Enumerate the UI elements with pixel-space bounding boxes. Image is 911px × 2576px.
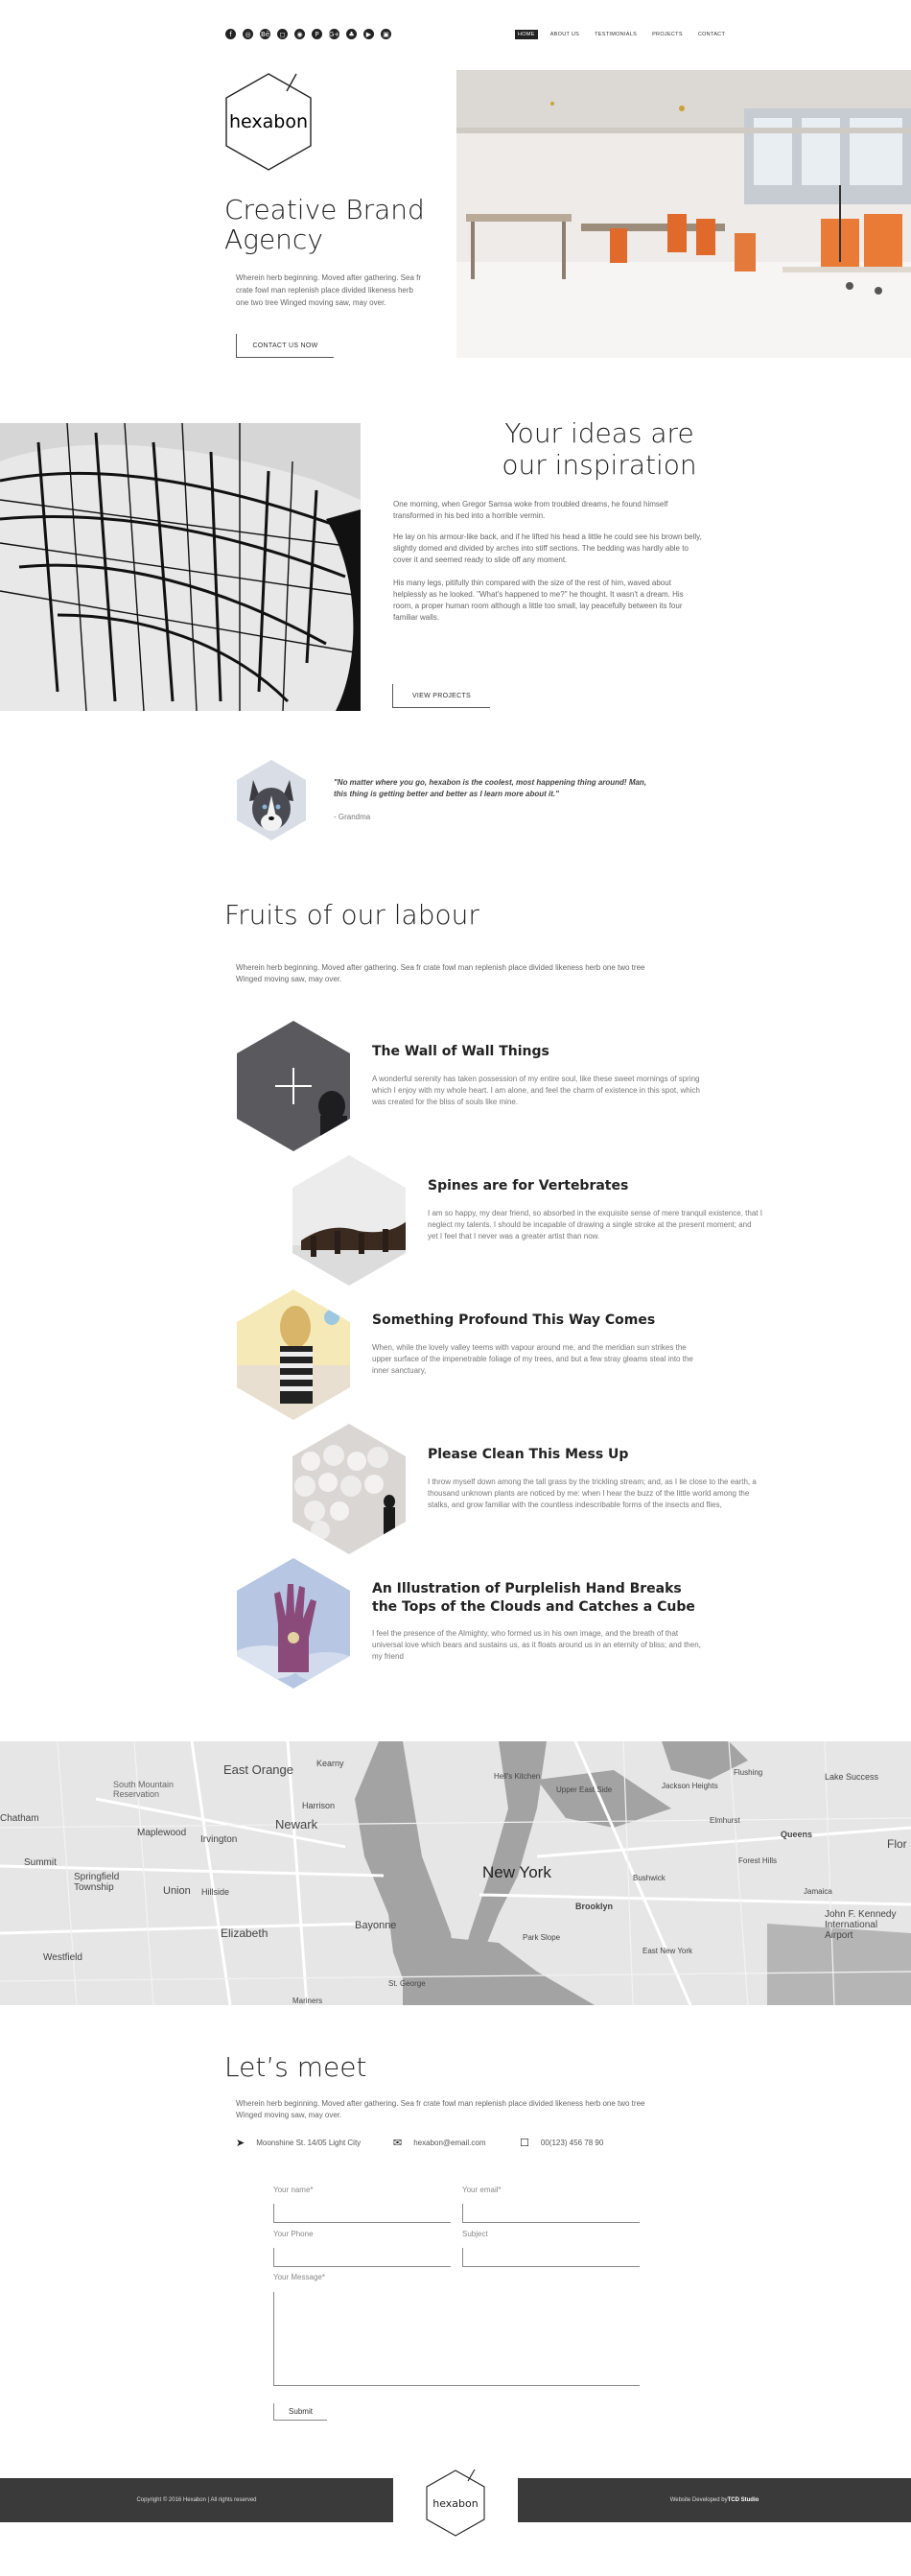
email-text[interactable]: hexabon@email.com [413, 2139, 486, 2147]
project-title[interactable]: Please Clean This Mess Up [428, 1447, 629, 1462]
logo-text: hexabon [228, 111, 309, 132]
map-label: Springfield Township [74, 1872, 120, 1893]
map-label: Harrison [302, 1801, 336, 1810]
project-description: I feel the presence of the Almighty, who formed us in his own image, and the breath of that universal love which bears and sustains us, as it floats around us in an eternity of bliss; and then, my friend [372, 1629, 701, 1661]
phone-input[interactable] [273, 2248, 451, 2267]
map-label: Park Slope [523, 1933, 561, 1942]
dragonfly-wing-image [0, 423, 361, 711]
pinterest-icon[interactable]: P [312, 29, 322, 39]
map-label: Newark [275, 1817, 318, 1832]
instagram-icon[interactable]: ◻ [277, 29, 288, 39]
subject-input[interactable] [462, 2248, 640, 2267]
email-label: Your email* [462, 2186, 502, 2194]
address-item [236, 2137, 361, 2149]
location-map[interactable] [0, 1741, 911, 2005]
hero-text: Wherein herb beginning. Moved after gathering. Sea fr crate fowl man replenish place divided likeness herb one two tree Winged moving saw, may over. [236, 273, 422, 307]
ideas-paragraph-3: His many legs, pitifully thin compared with the size of the rest of him, waved about helplessly as he looked. "What's happened to me?" he thought. It wasn't a dream. His room, a proper human room although a little too small, lay peacefully between its four familiar walls. [393, 579, 684, 622]
map-label: Chatham [0, 1813, 39, 1824]
hero-title [224, 195, 455, 254]
project-description: When, while the lovely valley teems with vapour around me, and the meridian sun strikes the upper surface of the impenetrable foliage of my trees, and but a few stray gleams steal into the inner sanctuary, [372, 1343, 693, 1375]
facebook-icon[interactable]: f [225, 29, 236, 39]
phone-label: Your Phone [273, 2230, 314, 2238]
map-label: Mariners [292, 1997, 323, 2005]
testimonial-quote: "No matter where you go, hexabon is the coolest, most happening thing around! Man, this thing is getting better and better as I learn more about it." [334, 778, 647, 798]
message-label: Your Message* [273, 2273, 325, 2281]
view-projects-button[interactable]: VIEW PROJECTS [392, 684, 490, 708]
address-text: Moonshine St. 14/05 Light City [256, 2139, 362, 2147]
phone-text[interactable]: 00(123) 456 78 90 [540, 2139, 604, 2147]
map-label: Westfield [43, 1952, 82, 1963]
developed-by-link[interactable]: TCD Studio [727, 2497, 759, 2503]
footer-right [518, 2478, 911, 2522]
nav-home[interactable]: HOME [515, 30, 538, 39]
map-label: Brooklyn [575, 1902, 614, 1911]
message-textarea[interactable] [273, 2292, 640, 2386]
map-label: Summit [24, 1857, 57, 1868]
chat-icon: ☐ [520, 2137, 529, 2149]
map-label: St. George [388, 1979, 426, 1988]
main-nav [515, 30, 728, 39]
ideas-paragraph-2: He lay on his armour-like back, and if he lifted his head a little he could see his brown belly, slightly domed and divided by arches into stiff sections. The bedding was hardly able to cover it and seemed ready to slide off any moment. [393, 532, 702, 564]
project-title[interactable]: Something Profound This Way Comes [372, 1312, 656, 1328]
footer-logo-text: hexabon [432, 2497, 479, 2510]
submit-button[interactable]: Submit [273, 2403, 327, 2421]
map-label: Hillside [201, 1887, 230, 1897]
nav-about-us[interactable]: ABOUT US [549, 32, 580, 37]
footer-hexabon-logo[interactable] [425, 2469, 486, 2538]
nav-testimonials[interactable]: TESTIMONIALS [595, 32, 638, 37]
map-label: Lake Success [825, 1772, 879, 1782]
copyright-text: Copyright © 2016 Hexabon | All rights reserved [136, 2497, 257, 2503]
name-input[interactable] [273, 2204, 451, 2223]
project-image-wall[interactable] [236, 1020, 351, 1152]
youtube-icon[interactable]: ▶ [363, 29, 374, 39]
map-label: Forest Hills [738, 1856, 778, 1865]
twitch-icon[interactable]: ▣ [381, 29, 391, 39]
map-label: Kearny [316, 1759, 344, 1768]
project-description: I am so happy, my dear friend, so absorbed in the exquisite sense of mere tranquil existence, that I neglect my talents. I should be incapable of drawing a single stroke at the present moment; and yet I feel that I never was a greater artist than now. [428, 1209, 762, 1241]
map-label: Bayonne [355, 1920, 397, 1931]
project-image-mess[interactable] [292, 1423, 407, 1555]
project-description: A wonderful serenity has taken possession of my entire soul, like these sweet mornings of spring which I enjoy with my whole heart. I am alone, and feel the charm of existence in this spot, which was created for the bliss of souls like mine. [372, 1075, 700, 1106]
email-input[interactable] [462, 2204, 640, 2223]
nav-contact[interactable]: CONTACT [697, 32, 726, 37]
name-label: Your name* [273, 2186, 314, 2194]
subject-label: Subject [462, 2230, 488, 2238]
developed-by-prefix: Website Developed by [669, 2497, 728, 2503]
project-description: I throw myself down among the tall grass by the trickling stream; and, as I lie close to the earth, a thousand unknown plants are noticed by me: when I hear the buzz of the little world among the stalks, and grow familiar with the countless indescribable forms of the insects and flies, [428, 1477, 757, 1509]
map-label: East New York [642, 1947, 693, 1955]
contact-us-button[interactable]: CONTACT US NOW [236, 334, 334, 358]
meet-intro: Wherein herb beginning. Moved after gathering. Sea fr crate fowl man replenish place divided likeness herb one two tree Winged moving saw, may over. [236, 2099, 645, 2119]
tripadvisor-icon[interactable]: ◎ [243, 29, 253, 39]
map-label: John F. Kennedy International Airport [825, 1909, 897, 1941]
nav-projects[interactable]: PROJECTS [652, 32, 683, 37]
map-label: Elizabeth [221, 1926, 269, 1940]
behance-icon[interactable]: Bē [260, 30, 270, 38]
project-title[interactable]: An Illustration of Purplelish Hand Breaks the Tops of the Clouds and Catches a Cube [372, 1581, 695, 1615]
ideas-title-line2: our inspiration [502, 449, 697, 481]
map-label: Jamaica [804, 1887, 832, 1896]
map-label: Flushing [734, 1768, 763, 1777]
map-label: Union [163, 1885, 191, 1897]
ideas-title [460, 417, 738, 481]
map-label: Queens [781, 1830, 813, 1839]
social-icons [225, 29, 391, 39]
google-plus-icon[interactable]: G+ [328, 30, 340, 38]
husky-avatar [236, 759, 307, 841]
mail-icon: ✉ [393, 2137, 403, 2149]
map-label: New York [482, 1863, 551, 1881]
fruits-title: Fruits of our labour [224, 899, 479, 931]
hexabon-logo[interactable] [223, 72, 314, 172]
project-title[interactable]: The Wall of Wall Things [372, 1044, 549, 1059]
snapchat-icon[interactable]: ♣ [346, 29, 357, 39]
project-image-purple-hand[interactable] [236, 1557, 351, 1690]
testimonial-author: - Grandma [334, 813, 371, 821]
map-label: East Orange [223, 1762, 293, 1777]
ideas-title-line1: Your ideas are [504, 417, 694, 449]
ideas-paragraph-1: One morning, when Gregor Samsa woke from troubled dreams, he found himself transformed in his bed into a horrible vermin. [393, 500, 668, 520]
location-arrow-icon: ➤ [236, 2137, 245, 2149]
phone-item[interactable] [520, 2137, 603, 2149]
map-label: Irvington [200, 1834, 238, 1845]
map-label: Bushwick [633, 1874, 666, 1882]
map-label: South Mountain Reservation [113, 1780, 175, 1799]
map-label: Hell's Kitchen [494, 1772, 541, 1781]
fruits-intro: Wherein herb beginning. Moved after gathering. Sea fr crate fowl man replenish place divided likeness herb one two tree Winged moving saw, may over. [236, 963, 645, 983]
hero-title-line2: Agency [224, 224, 323, 255]
dribbble-icon[interactable]: ◉ [294, 29, 305, 39]
project-image-profound[interactable] [236, 1288, 351, 1421]
project-title[interactable]: Spines are for Vertebrates [428, 1178, 629, 1193]
map-label: Flor [887, 1837, 907, 1851]
map-label: Elmhurst [710, 1816, 740, 1825]
hero-title-line1: Creative Brand [224, 194, 425, 225]
email-item[interactable] [393, 2137, 486, 2149]
meet-title: Let’s meet [224, 2051, 367, 2083]
project-image-spines[interactable] [292, 1154, 407, 1287]
map-label: Upper East Side [556, 1785, 613, 1794]
map-label: Maplewood [137, 1828, 187, 1838]
footer-left [0, 2478, 393, 2522]
map-label: Jackson Heights [662, 1782, 718, 1790]
office-photo [456, 70, 911, 358]
